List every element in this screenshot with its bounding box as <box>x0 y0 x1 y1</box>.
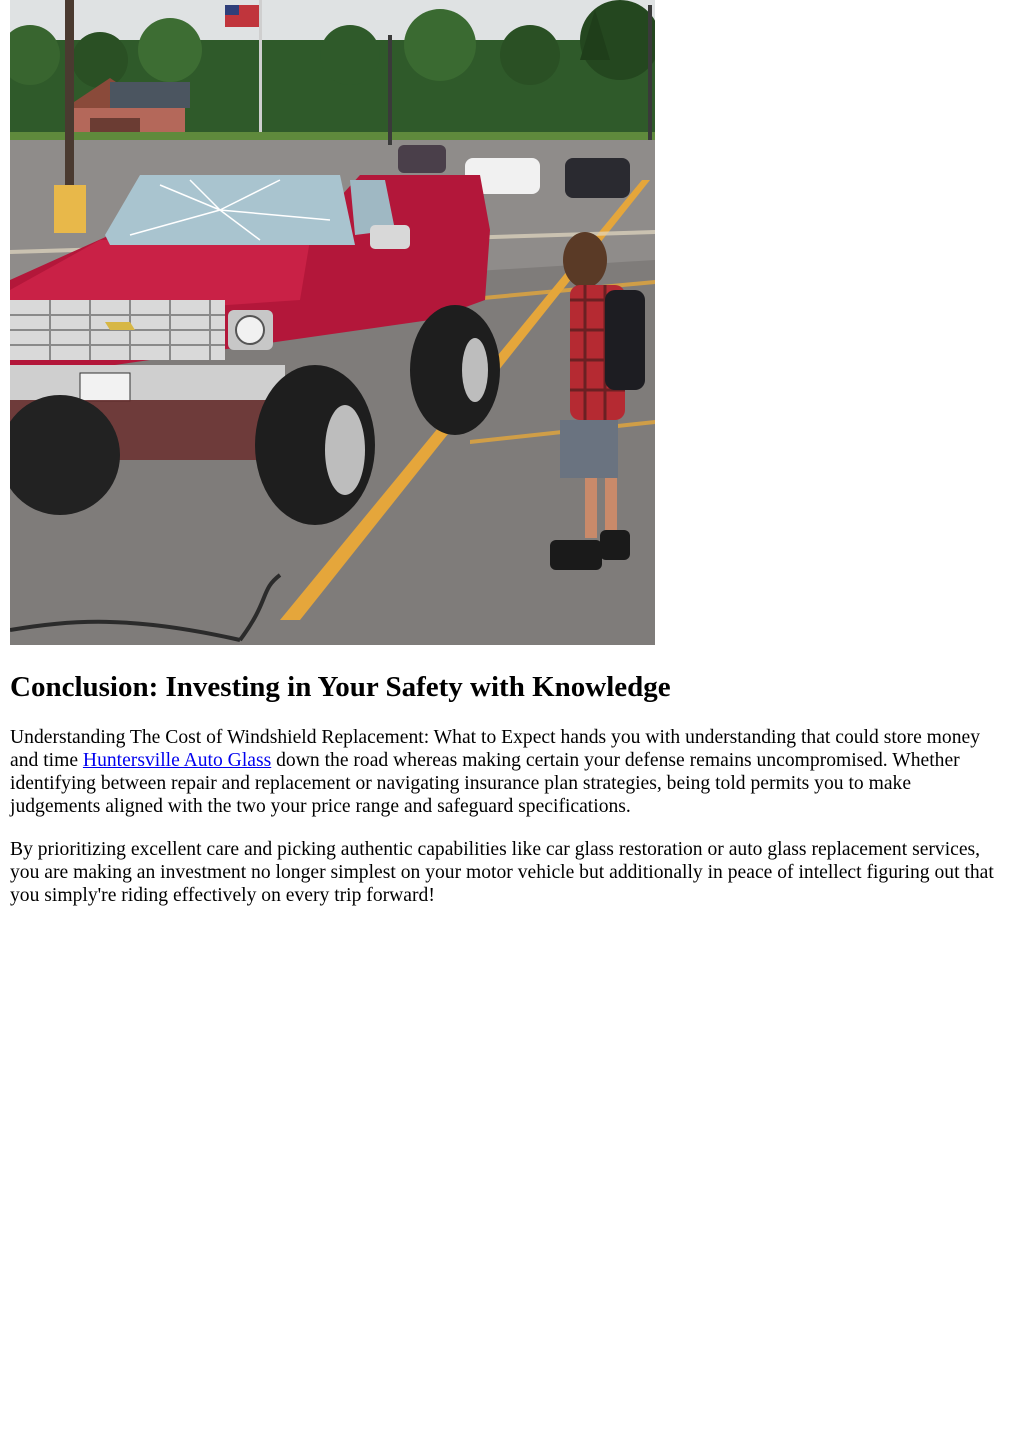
section-heading: Conclusion: Investing in Your Safety with Knowledge <box>10 671 671 703</box>
huntersville-auto-glass-link[interactable]: Huntersville Auto Glass <box>82 750 272 771</box>
paragraph-closing: By prioritizing excellent care and picking authentic capabilities like car glass restoration or auto glass replacement services, you are making an investment no longer simplest on your motor vehicle but additionally in peace of intellect figuring out that you simply're riding effectively on every trip forward! <box>10 839 994 906</box>
paragraph-intro-text-1: Understanding The Cost of Windshield Replacement: What to Expect hands you with understanding that could store money and time <box>10 727 981 771</box>
paragraph-intro <box>10 726 1005 818</box>
hero-image <box>10 0 655 645</box>
conclusion-section <box>10 668 1005 927</box>
truck-illustration <box>10 0 655 645</box>
paragraph-intro-text-2: down the road whereas making certain your defense remains uncompromised. Whether identifying between repair and replacement or navigating insurance plan strategies, being told permits you to make judgements aligned with the two your price range and safeguard specifications. <box>10 750 960 817</box>
